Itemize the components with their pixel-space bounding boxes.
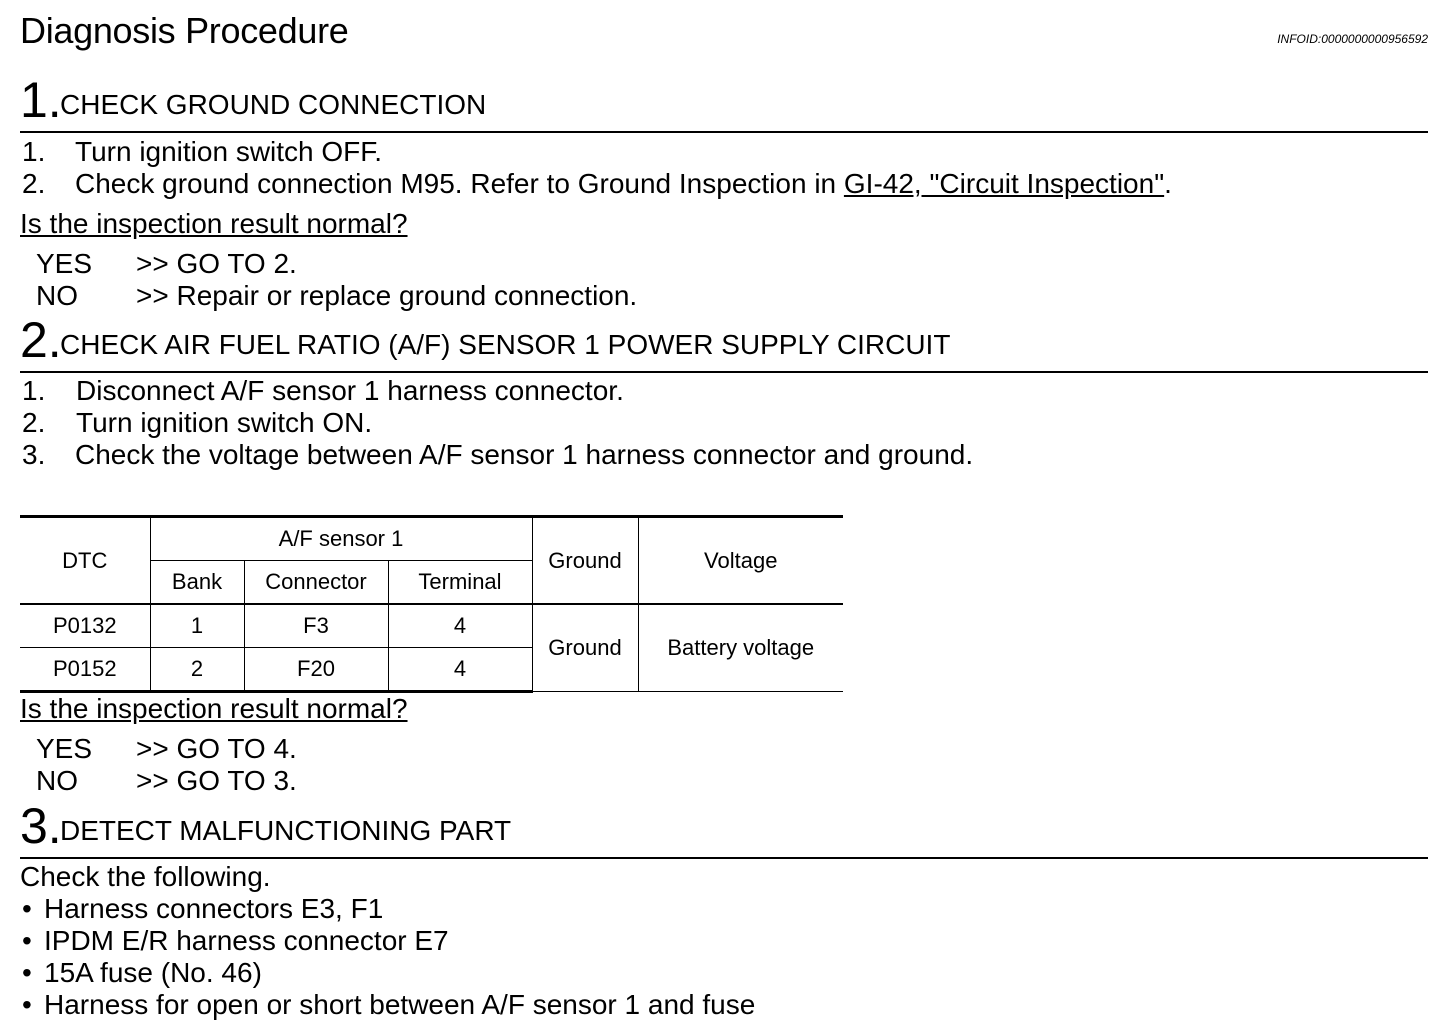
- bullet-marker: •: [22, 989, 32, 1020]
- step-1-answer-yes-value: >> GO TO 2.: [136, 248, 297, 279]
- cell-terminal: 4: [388, 648, 532, 692]
- table-header-row: [20, 517, 843, 561]
- bullet-marker: •: [22, 925, 32, 956]
- header-af-sensor-1: A/F sensor 1: [150, 517, 532, 561]
- cell-connector: F20: [244, 648, 388, 692]
- step-3-header: [20, 797, 1428, 859]
- step-2-item-3-text: Check the voltage between A/F sensor 1 harness connector and ground.: [75, 439, 974, 470]
- header-voltage: Voltage: [638, 517, 843, 605]
- bullet-marker: •: [22, 893, 32, 924]
- step-1-item-2-number: 2.: [22, 168, 46, 199]
- step-3-number: 3.: [20, 798, 62, 854]
- cell-voltage: Battery voltage: [638, 604, 843, 692]
- step-1-item-2-text: [75, 168, 1172, 200]
- check-item: 15A fuse (No. 46): [44, 957, 262, 988]
- step-1-number: 1.: [20, 72, 62, 128]
- step-2-number: 2.: [20, 312, 62, 368]
- header-ground: Ground: [532, 517, 638, 605]
- step-1-title: CHECK GROUND CONNECTION: [60, 89, 487, 120]
- cell-ground: Ground: [532, 604, 638, 692]
- cell-dtc: P0152: [20, 648, 150, 692]
- step-1-answer-yes-key: YES: [36, 248, 93, 279]
- voltage-spec-table: [20, 515, 843, 693]
- step-2-header: [20, 311, 1428, 373]
- step-2-item-2-text: Turn ignition switch ON.: [76, 407, 373, 438]
- info-id: INFOID:0000000000956592: [1277, 32, 1428, 46]
- table-row: [20, 604, 843, 648]
- step-1-question: Is the inspection result normal?: [20, 208, 408, 239]
- step-3-title: DETECT MALFUNCTIONING PART: [60, 815, 512, 846]
- step-2-item-1-text: Disconnect A/F sensor 1 harness connector.: [76, 375, 624, 406]
- step-2-answer-yes-key: YES: [36, 733, 93, 764]
- step-2-item-3-number: 3.: [22, 439, 46, 470]
- cell-bank: 1: [150, 604, 244, 648]
- step-2-title: CHECK AIR FUEL RATIO (A/F) SENSOR 1 POWER SUPPLY CIRCUIT: [60, 329, 951, 360]
- cell-connector: F3: [244, 604, 388, 648]
- step-2-item-2-number: 2.: [22, 407, 46, 438]
- step-2-question: Is the inspection result normal?: [20, 693, 408, 724]
- step-2-answer-no-key: NO: [36, 765, 78, 796]
- cell-terminal: 4: [388, 604, 532, 648]
- check-item: Harness for open or short between A/F sensor 1 and fuse: [44, 989, 756, 1020]
- page-title: Diagnosis Procedure: [20, 10, 349, 51]
- bullet-marker: •: [22, 957, 32, 988]
- step-2-answer-no-value: >> GO TO 3.: [136, 765, 297, 796]
- header-bank: Bank: [150, 561, 244, 605]
- step-1-item-2-tail: .: [1164, 168, 1172, 199]
- step-1-answer-no-key: NO: [36, 280, 78, 311]
- step-1-header: [20, 71, 1428, 133]
- cell-bank: 2: [150, 648, 244, 692]
- step-3-intro: Check the following.: [20, 861, 271, 892]
- step-1-item-2-body: Check ground connection M95. Refer to Ground Inspection in: [75, 168, 844, 199]
- check-item: Harness connectors E3, F1: [44, 893, 384, 924]
- cell-dtc: P0132: [20, 604, 150, 648]
- step-2-item-1-number: 1.: [22, 375, 46, 406]
- circuit-inspection-link[interactable]: GI-42, "Circuit Inspection": [843, 168, 1165, 199]
- header-dtc: DTC: [20, 517, 150, 605]
- step-2-answer-yes-value: >> GO TO 4.: [136, 733, 297, 764]
- header-terminal: Terminal: [388, 561, 532, 605]
- step-1-item-1-text: Turn ignition switch OFF.: [75, 136, 383, 167]
- step-1-answer-no-value: >> Repair or replace ground connection.: [136, 280, 638, 311]
- check-item: IPDM E/R harness connector E7: [44, 925, 449, 956]
- step-1-item-1-number: 1.: [22, 136, 46, 167]
- header-connector: Connector: [244, 561, 388, 605]
